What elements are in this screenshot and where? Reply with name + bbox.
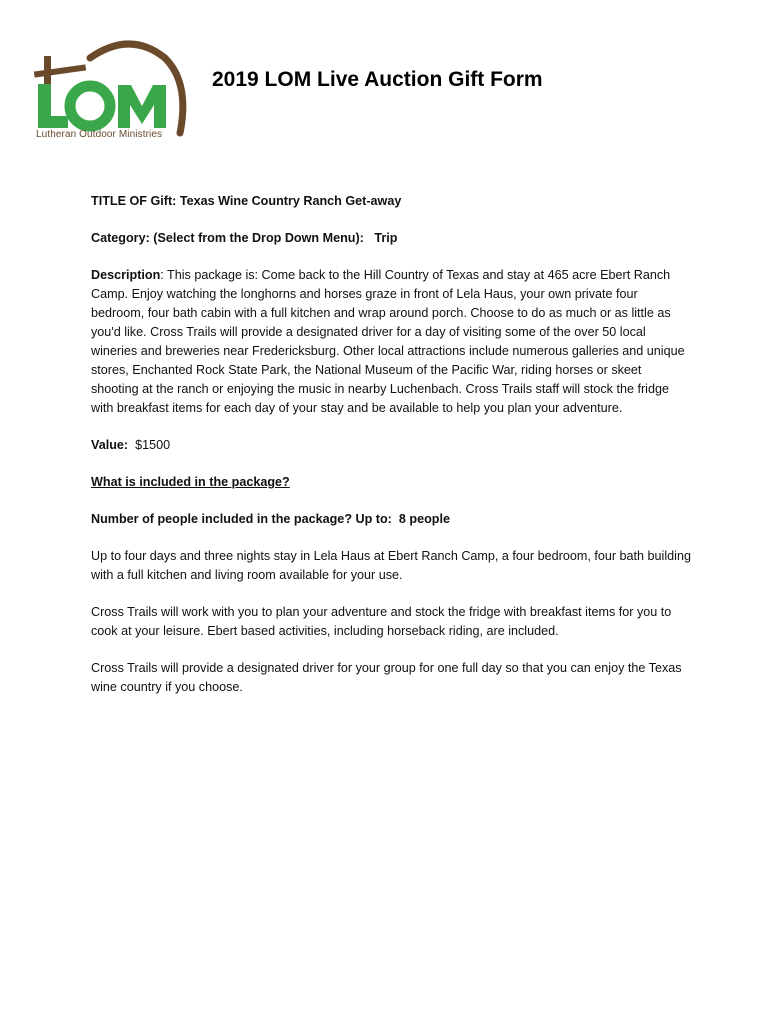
value-amount: $1500 [135, 438, 171, 452]
form-content [91, 192, 691, 715]
gift-title-line [91, 192, 691, 211]
category-label: Category: (Select from the Drop Down Menu): [91, 231, 364, 245]
description-label: Description [91, 268, 161, 282]
included-paragraph-lodging: Up to four days and three nights stay in Lela Haus at Ebert Ranch Camp, a four bedroom, four bath building with a full kitchen and living room available for your use. [91, 549, 691, 582]
people-value: 8 people [398, 512, 450, 526]
category-value: Trip [374, 231, 398, 245]
included-heading: What is included in the package? [91, 475, 290, 489]
logo-letter-l-foot [38, 116, 68, 128]
description-text: : This package is: Come back to the Hill Country of Texas and stay at 465 acre Ebert Ranch Camp. Enjoy watching the longhorns and horses graze in front of Lela Haus, your own private four bedroom, four bath cabin with a full kitchen and wrap around porch. Choose to do as much or as little as you'd like. Cross Trails will provide a designated driver for a day of visiting some of the over 50 local wineries and breweries near Fredericksburg. Other local attractions include numerous galleries and unique stores, Enchanted Rock State Park, the National Museum of the Pacific War, riding horses or skeet shooting at the ranch or enjoying the music in nearby Luchenbach. Cross Trails staff will stock the fridge with breakfast items for each day of your stay and be available to help you plan your adventure. [91, 268, 685, 415]
logo-tagline: Lutheran Outdoor Ministries [36, 129, 163, 140]
gift-title-value: Texas Wine Country Ranch Get-away [179, 194, 402, 208]
category-line [91, 229, 691, 248]
gift-title-label: TITLE OF Gift: [91, 194, 177, 208]
description-paragraph [91, 266, 691, 418]
logo-letter-o [70, 86, 110, 126]
logo-letter-m [118, 85, 166, 128]
people-label: Number of people included in the package? Up to: [91, 512, 392, 526]
people-line [91, 510, 691, 529]
logo-cross-horizontal [34, 64, 86, 77]
page-title: 2019 LOM Live Auction Gift Form [212, 68, 543, 91]
included-paragraph-adventure: Cross Trails will work with you to plan your adventure and stock the fridge with breakfast items for you to cook at your leisure. Ebert based activities, including horseback riding, are included. [91, 605, 672, 638]
value-label: Value: [91, 438, 129, 452]
value-line [91, 436, 691, 455]
included-paragraph-driver: Cross Trails will provide a designated driver for your group for one full day so that you can enjoy the Texas wine country if you choose. [91, 661, 682, 694]
